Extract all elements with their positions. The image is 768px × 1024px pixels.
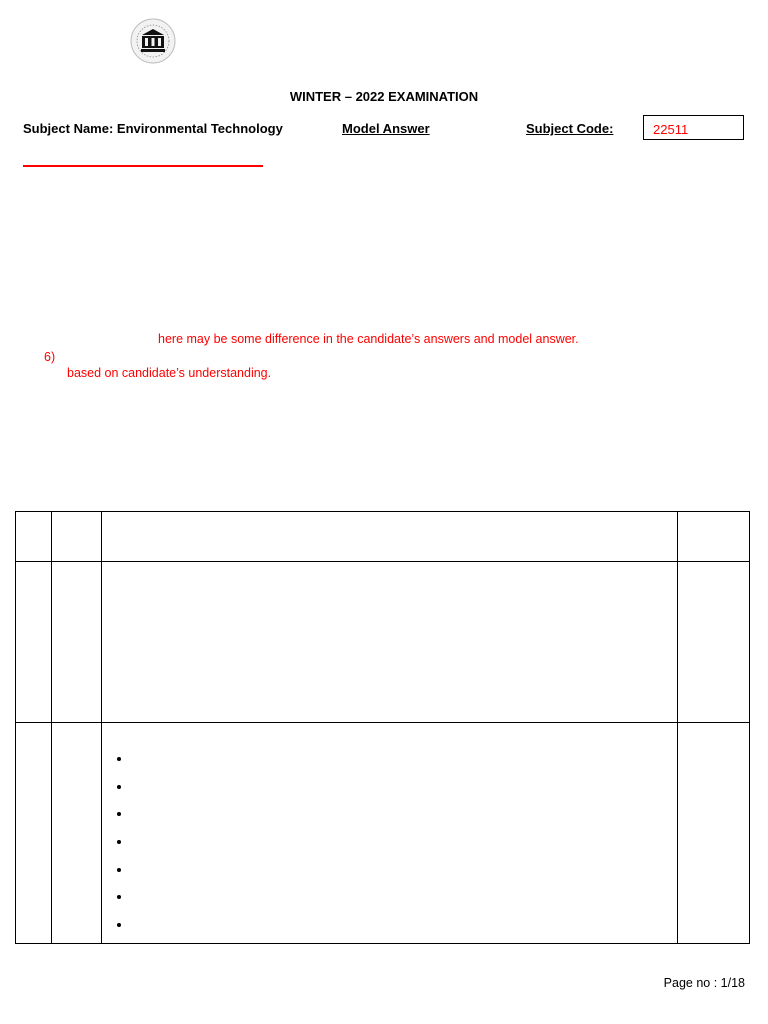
subject-name: Subject Name: Environmental Technology <box>23 121 283 136</box>
table-cell <box>16 723 52 944</box>
bullet-item <box>132 773 677 801</box>
table-cell <box>102 512 678 562</box>
table-header-row <box>16 512 750 562</box>
bullet-item <box>132 800 677 828</box>
red-underline-rule <box>23 165 263 167</box>
table-cell <box>16 512 52 562</box>
table-cell <box>102 562 678 723</box>
table-cell <box>52 562 102 723</box>
institution-logo-icon <box>128 16 178 66</box>
bullet-item <box>132 911 677 939</box>
table-cell <box>52 512 102 562</box>
table-cell <box>678 562 750 723</box>
subject-code-label: Subject Code: <box>526 121 614 136</box>
bullet-list <box>102 745 677 939</box>
page-number: Page no : 1/18 <box>663 976 745 990</box>
subject-code-box <box>643 115 744 140</box>
bullet-item <box>132 883 677 911</box>
bullet-item <box>132 745 677 773</box>
bullet-item <box>132 856 677 884</box>
model-answer-label: Model Answer <box>342 121 430 136</box>
answer-table <box>15 511 750 944</box>
subject-code-value: 22511 <box>653 122 689 137</box>
table-row <box>16 562 750 723</box>
table-cell <box>16 562 52 723</box>
exam-title: WINTER – 2022 EXAMINATION <box>289 89 479 104</box>
table-cell <box>102 723 678 944</box>
instruction-line-1: here may be some difference in the candidate’s answers and model answer. <box>158 332 579 346</box>
instruction-number: 6) <box>44 350 56 364</box>
table-cell <box>52 723 102 944</box>
instruction-line-2: based on candidate’s understanding. <box>67 366 272 380</box>
table-cell <box>678 512 750 562</box>
table-row <box>16 723 750 944</box>
table-cell <box>678 723 750 944</box>
bullet-item <box>132 828 677 856</box>
